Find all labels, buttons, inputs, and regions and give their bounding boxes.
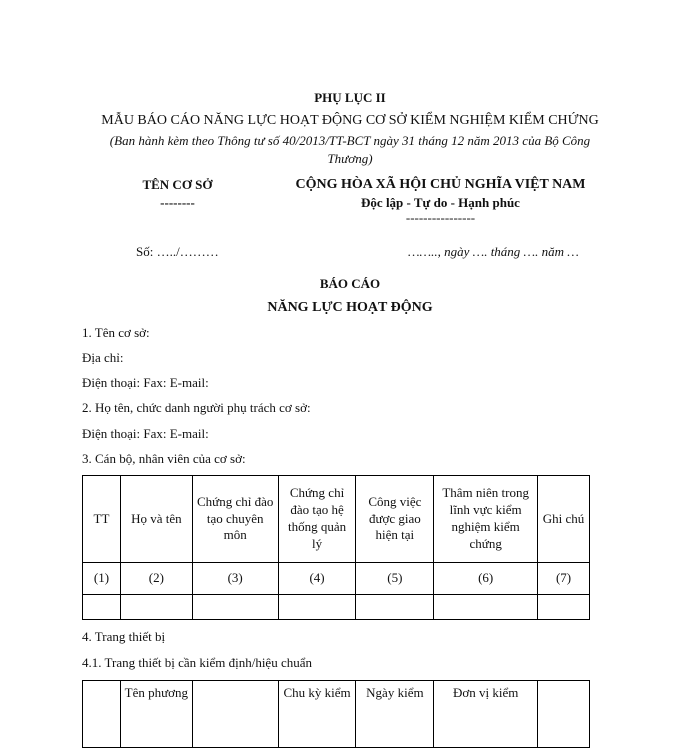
- header-cell: [192, 681, 278, 748]
- empty-cell[interactable]: [120, 595, 192, 620]
- header-cell: [538, 681, 590, 748]
- nation-underline: ----------------: [405, 210, 476, 225]
- section-equipment-calibration: 4.1. Trang thiết bị cần kiểm định/hiệu chuẩn: [82, 655, 312, 670]
- issued-note-line1: (Ban hành kèm theo Thông tư số 40/2013/TT-BCT ngày 31 tháng 12 năm 2013 của Bộ Công: [109, 133, 591, 148]
- header-cell: Chu kỳ kiểm: [278, 681, 356, 748]
- column-number-row: [83, 563, 590, 595]
- empty-cell[interactable]: [356, 595, 434, 620]
- column-number: (1): [83, 563, 121, 595]
- field-staff: 3. Cán bộ, nhân viên của cơ sở:: [82, 451, 246, 466]
- empty-cell[interactable]: [192, 595, 278, 620]
- staff-header-row: [83, 476, 590, 563]
- header-cell: Chứng chỉ đào tạo hệ thống quản lý: [278, 476, 356, 563]
- header-cell: Ngày kiểm: [356, 681, 434, 748]
- column-number: (5): [356, 563, 434, 595]
- nation-name: CỘNG HÒA XÃ HỘI CHỦ NGHĨA VIỆT NAM: [295, 177, 586, 192]
- header-cell: [83, 681, 121, 748]
- column-number: (4): [278, 563, 356, 595]
- equipment-table: [82, 680, 590, 748]
- report-subtitle: NĂNG LỰC HOẠT ĐỘNG: [267, 300, 433, 315]
- empty-cell[interactable]: [278, 595, 356, 620]
- column-number: (3): [192, 563, 278, 595]
- header-cell: Chứng chỉ đào tạo chuyên môn: [192, 476, 278, 563]
- field-address: Địa chỉ:: [82, 350, 124, 365]
- org-name: TÊN CƠ SỞ: [142, 177, 213, 192]
- field-facility-name: 1. Tên cơ sở:: [82, 325, 150, 340]
- header-cell: Công việc được giao hiện tại: [356, 476, 434, 563]
- field-contact-2: Điện thoại: Fax: E-mail:: [82, 426, 209, 441]
- issued-note-line2: Thương): [327, 151, 373, 166]
- form-title: MẪU BÁO CÁO NĂNG LỰC HOẠT ĐỘNG CƠ SỞ KIỂM NGHIỆM KIỂM CHỨNG: [101, 113, 599, 128]
- empty-cell[interactable]: [434, 595, 538, 620]
- report-title: BÁO CÁO: [319, 276, 381, 291]
- field-contact-1: Điện thoại: Fax: E-mail:: [82, 375, 209, 390]
- header-cell: TT: [83, 476, 121, 563]
- header-cell: Tên phương: [120, 681, 192, 748]
- section-equipment: 4. Trang thiết bị: [82, 629, 166, 644]
- field-person-in-charge: 2. Họ tên, chức danh người phụ trách cơ sở:: [82, 400, 311, 415]
- empty-cell[interactable]: [83, 595, 121, 620]
- header-cell: Ghi chú: [538, 476, 590, 563]
- table-row: [83, 595, 590, 620]
- staff-table: [82, 475, 590, 620]
- column-number: (6): [434, 563, 538, 595]
- document-date: …….., ngày …. tháng …. năm …: [408, 244, 579, 259]
- header-cell: Đơn vị kiểm: [434, 681, 538, 748]
- nation-motto: Độc lập - Tự do - Hạnh phúc: [361, 195, 520, 210]
- column-number: (7): [538, 563, 590, 595]
- org-underline: --------: [160, 195, 195, 210]
- document-number: Số: …../………: [136, 244, 219, 259]
- header-cell: Họ và tên: [120, 476, 192, 563]
- empty-cell[interactable]: [538, 595, 590, 620]
- equipment-header-row: [83, 681, 590, 748]
- appendix-title: PHỤ LỤC II: [314, 90, 386, 105]
- column-number: (2): [120, 563, 192, 595]
- header-cell: Thâm niên trong lĩnh vực kiểm nghiệm kiểm chứng: [434, 476, 538, 563]
